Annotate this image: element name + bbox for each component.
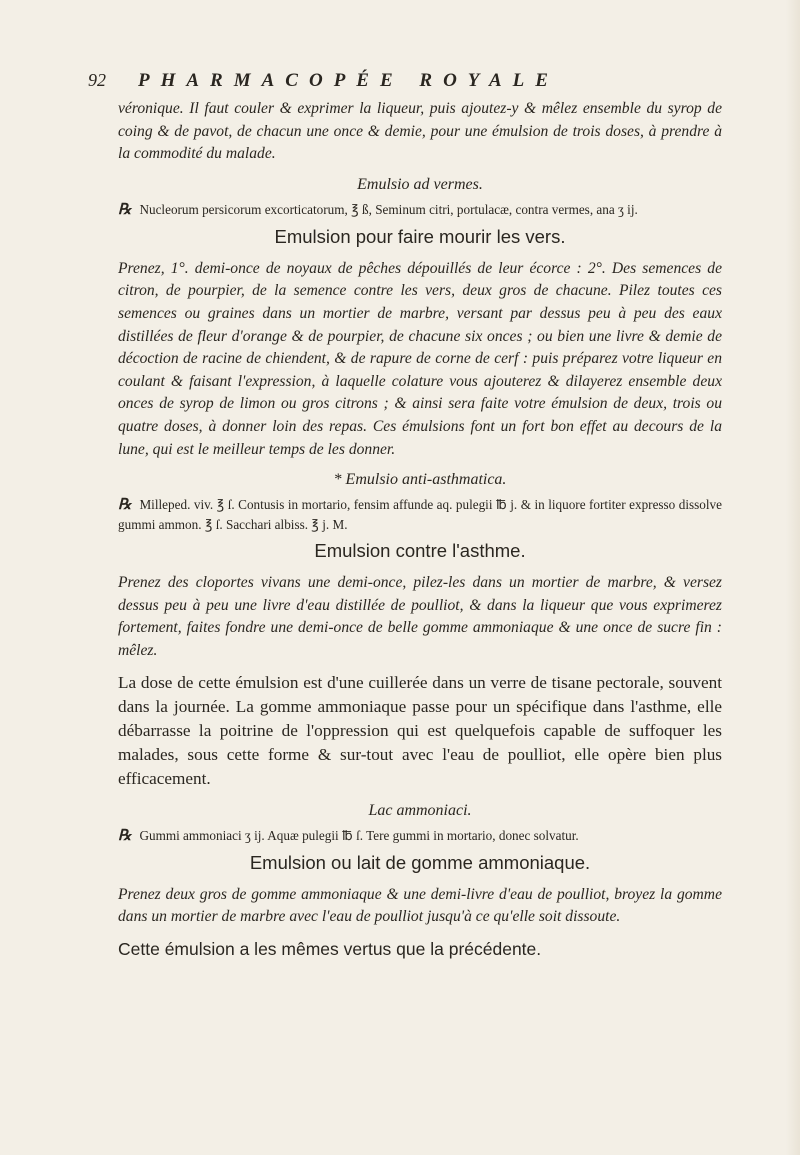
recipe-symbol-icon: ℞: [118, 827, 132, 844]
latin-title-lac: Lac ammoniaci.: [368, 801, 472, 819]
recipe-asthmatica-text: Milleped. viv. ℥ ſ. Contusis in mortario, fensim affunde aq. pulegii ℔ j. & in liquore fortiter expresso dissolve gummi ammon. ℥ ſ. Sacchari albiss. ℥ j. M.: [118, 497, 722, 533]
instructions-vers: Prenez, 1°. demi-once de noyaux de pêches dépouillés de leur écorce : 2°. Des semences de citron, de pourpier, de la semence contre les vers, deux gros de chacune. Pilez toutes ces semences ou graines dans un mortier de marbre, versant par dessus peu à peu des eaux distillées de fleur d'orange & de pourpier, de chacune six onces ; ou bien une livre & demie de décoction de racine de chiendent, & de rapure de corne de cerf : puis préparez votre liqueur en coulant & faisant l'expression, à laquelle colature vous ajouterez & dilayerez ensemble deux onces de syrop de limon ou gros citrons ; & ainsi sera faite votre émulsion de deux, trois ou quatre doses, à donner loin des repas. Ces émulsions font un fort bon effet au decours de la lune, qui est le meilleur temps de les donner.: [118, 259, 722, 458]
intro-paragraph: véronique. Il faut couler & exprimer la liqueur, puis ajoutez-y & mêlez ensemble du syrop de coing & de pavot, de chacun une once & demie, pour une émulsion de trois doses, à prendre à la commodité du malade.: [118, 100, 722, 163]
running-head: [88, 70, 722, 92]
french-title-asthme: Emulsion contre l'asthme.: [314, 540, 526, 562]
final-sentence: Cette émulsion a les mêmes vertus que la précédente.: [118, 938, 542, 959]
recipe-lac-text: Gummi ammoniaci ʒ ij. Aquæ pulegii ℔ ſ. Tere gummi in mortario, donec solvatur.: [139, 827, 579, 843]
recipe-vermes-text: Nucleorum persicorum excorticatorum, ℥ ß, Seminum citri, portulacæ, contra vermes, ana ʒ ij.: [139, 201, 638, 217]
running-title: PHARMACOPÉE ROYALE: [138, 70, 559, 91]
french-title-vers: Emulsion pour faire mourir les vers.: [274, 225, 566, 247]
latin-title-vermes: Emulsio ad vermes.: [357, 175, 483, 193]
recipe-vermes: [118, 200, 722, 220]
recipe-symbol-icon: ℞: [118, 201, 132, 218]
recipe-asthmatica: [118, 495, 722, 534]
latin-title-asthmatica: * Emulsio anti-asthmatica.: [333, 471, 507, 489]
page-number: 92: [88, 70, 106, 90]
recipe-symbol-icon: ℞: [118, 497, 132, 514]
recipe-lac: [118, 826, 722, 846]
dose-paragraph: La dose de cette émulsion est d'une cuillerée dans un verre de tisane pectorale, souvent dans la journée. La gomme ammoniaque passe pour un spécifique dans l'asthme, elle débarrasse la poitrine de l'oppression qui est quelquefois capable de suffoquer les malades, sous cette forme & sur-tout avec l'eau de poulliot, elle opère bien plus efficacement.: [118, 672, 722, 789]
instructions-asthme: Prenez des cloportes vivans une demi-once, pilez-les dans un mortier de marbre, & versez dessus peu à peu une livre d'eau distillée de poulliot, & dans la liqueur que vous exprimerez fortement, faites fondre une demi-once de belle gomme ammoniaque & une once de sucre fin : mêlez.: [118, 574, 722, 659]
french-title-lait: Emulsion ou lait de gomme ammoniaque.: [249, 851, 591, 873]
page-edge: [786, 0, 800, 1155]
instructions-lait: Prenez deux gros de gomme ammoniaque & une demi-livre d'eau de poulliot, broyez la gomme dans un mortier de marbre avec l'eau de poulliot jusqu'à ce qu'elle soit dissoute.: [118, 885, 722, 926]
